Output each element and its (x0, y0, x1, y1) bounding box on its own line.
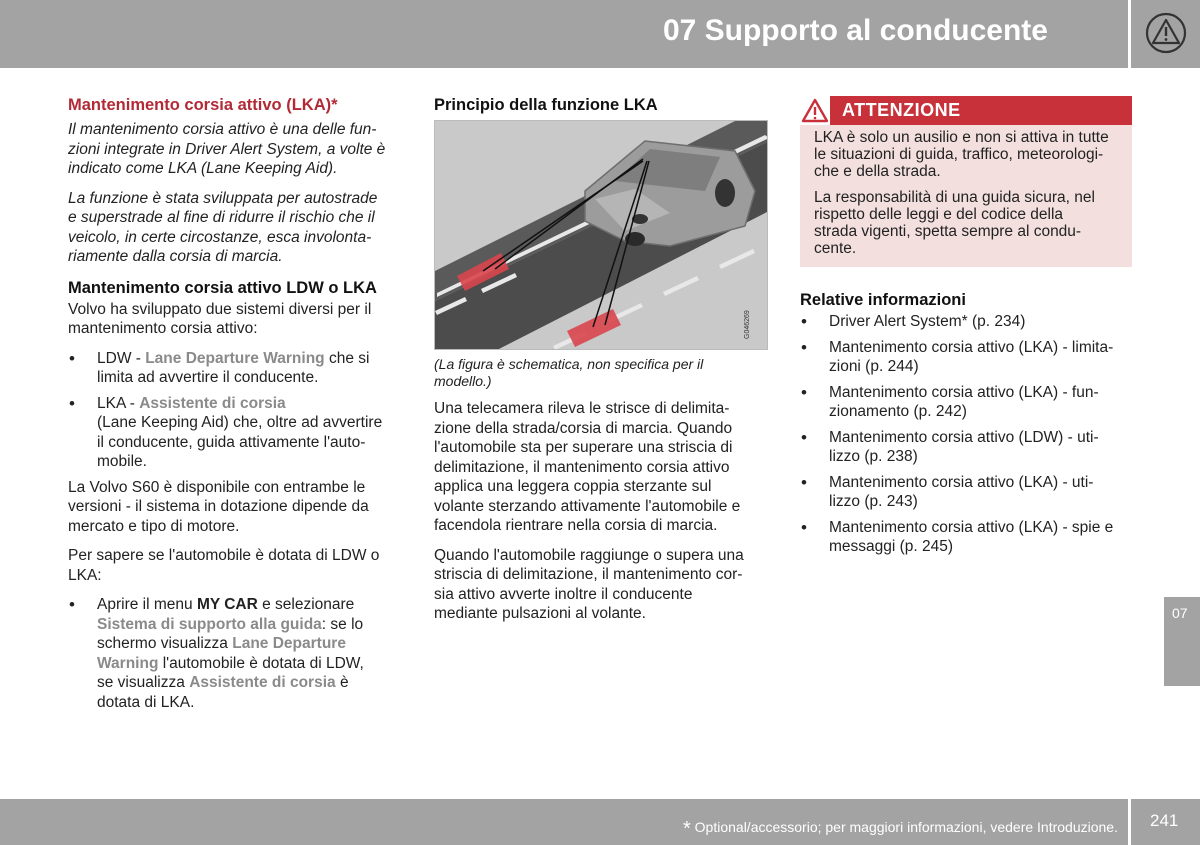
text-line: mantenimento corsia attivo: (68, 320, 258, 337)
footnote-star: * (682, 818, 691, 840)
warning-body (800, 129, 1132, 257)
related-link-ldw-use[interactable] (800, 428, 1132, 467)
text-line: zioni (p. 244) (829, 358, 919, 375)
text-line: Mantenimento corsia attivo (LKA) - fun- (829, 383, 1099, 401)
text-line: cente. (814, 240, 857, 257)
text-line: applica una leggera coppia sterzante sul (434, 478, 712, 495)
paragraph-s60-versions (68, 478, 398, 537)
text-span: l'automobile è dotata di LDW, (158, 654, 364, 672)
paragraph-vibration (434, 546, 768, 624)
chapter-tab (1164, 597, 1200, 686)
warning-box (800, 96, 1132, 267)
page-number: 241 (1150, 811, 1179, 830)
bullet-ldw (68, 349, 398, 388)
related-link-lka-function[interactable] (800, 383, 1132, 422)
warning-header (800, 96, 1132, 125)
warning-triangle-icon (800, 96, 830, 125)
related-link-lka-lights[interactable] (800, 518, 1132, 557)
text-line: La funzione è stata sviluppata per autostrade (68, 189, 378, 207)
text-line: che e della strada. (814, 163, 941, 180)
car-lane-illustration (435, 121, 768, 350)
text-span: e selezionare (257, 596, 355, 613)
text-line: Mantenimento corsia attivo (LKA) - spie e (829, 518, 1114, 536)
text-line: Volvo ha sviluppato due sistemi diversi per il (68, 300, 372, 318)
footnote (683, 815, 1118, 838)
footnote-text: Optional/accessorio; per maggiori informazioni, vedere Introduzione. (694, 819, 1118, 835)
subsection-title-ldw-lka: Mantenimento corsia attivo LDW o LKA (68, 278, 377, 297)
menu-term-assistente-di-corsia: Assistente di corsia (189, 674, 336, 691)
text-line: lizzo (p. 243) (829, 493, 918, 510)
text-line: striscia di delimitazione, il mantenimento cor- (434, 566, 743, 583)
text-line: delimitazione, il mantenimento corsia attivo (434, 458, 730, 476)
text-line: e superstrade al fine di ridurre il rischio che il (68, 209, 375, 226)
intro-paragraph-1 (68, 120, 398, 179)
text-span: Aprire il menu (97, 596, 197, 613)
page-footer (0, 799, 1128, 845)
lka-illustration (434, 120, 768, 350)
figure-caption (434, 356, 768, 390)
text-line: indicato come LKA (Lane Keeping Aid). (68, 160, 338, 177)
warning-paragraph-1 (800, 129, 1132, 180)
related-link-driver-alert[interactable] (800, 312, 1132, 332)
text-line: lizzo (p. 238) (829, 448, 918, 465)
text-span: se visualizza (97, 674, 190, 691)
section-title-lka-principle: Principio della funzione LKA (434, 96, 658, 114)
text-line: messaggi (p. 245) (829, 538, 954, 555)
text-line: LKA: (68, 566, 102, 584)
text-span: che si (324, 349, 370, 367)
text-line: mobile. (97, 453, 147, 470)
text-line: le situazioni di guida, traffico, meteorologi- (814, 146, 1104, 163)
warning-triangle-icon (1145, 12, 1187, 54)
text-line: rispetto delle leggi e del codice della (814, 206, 1064, 223)
text-line: La Volvo S60 è disponibile con entrambe le (68, 478, 366, 496)
text-line: Quando l'automobile raggiunge o supera una (434, 546, 744, 564)
paragraph-two-systems (68, 300, 398, 339)
text-line: mediante pulsazioni al volante. (434, 605, 646, 622)
text-span: : se lo (321, 615, 364, 633)
text-line: Mantenimento corsia attivo (LKA) - uti- (829, 473, 1094, 491)
column-3 (800, 96, 1132, 557)
text-line: Una telecamera rileva le strisce di delimita- (434, 400, 730, 417)
menu-term-lane-departure-warning: Lane Departure Warning (145, 349, 325, 367)
related-link-lka-limitations[interactable] (800, 338, 1132, 377)
text-line: modello.) (434, 373, 492, 389)
text-span: schermo visualizza (97, 635, 233, 652)
text-line: (Lane Keeping Aid) che, oltre ad avvertire (97, 414, 383, 431)
column-2 (434, 96, 768, 624)
text-line: Per sapere se l'automobile è dotata di LDW o (68, 547, 380, 564)
warning-title: ATTENZIONE (842, 100, 961, 120)
text-line: riamente dalla corsia di marcia. (68, 248, 283, 265)
text-line: zione della strada/corsia di marcia. Quando (434, 419, 733, 437)
text-line: limita ad avvertire il conducente. (97, 369, 319, 386)
text-line: volante sterzando attivamente l'automobile e (434, 497, 741, 515)
page-header (0, 0, 1128, 68)
text-span: è (335, 674, 349, 691)
text-line: il conducente, guida attivamente l'auto- (97, 433, 366, 451)
text-line: La responsabilità di una guida sicura, nel (814, 189, 1095, 206)
page-number-box (1131, 799, 1200, 845)
text-line: (La figura è schematica, non specifica per il (434, 356, 704, 372)
menu-term-lane-departure: Lane Departure (232, 635, 346, 652)
text-line: Il mantenimento corsia attivo è una delle fun- (68, 121, 377, 138)
related-info-title: Relative informazioni (800, 291, 966, 309)
column-1 (68, 96, 398, 712)
text-line: mercato e tipo di motore. (68, 517, 240, 535)
text-line: LKA è solo un ausilio e non si attiva in tutte (814, 129, 1109, 146)
text-line: Mantenimento corsia attivo (LDW) - uti- (829, 428, 1099, 446)
paragraph-camera (434, 399, 768, 536)
text-line: dotata di LKA. (97, 693, 195, 711)
text-line: Driver Alert System* (p. 234) (829, 313, 1026, 330)
menu-term-warning: Warning (97, 654, 159, 672)
bullet-lka (68, 394, 398, 472)
text-span: LDW - (97, 349, 146, 367)
text-line: strada vigenti, spetta sempre al condu- (814, 223, 1082, 240)
paragraph-check-equipment (68, 546, 398, 585)
text-line: versioni - il sistema in dotazione dipende da (68, 498, 369, 515)
section-title-lka: Mantenimento corsia attivo (LKA)* (68, 96, 338, 114)
text-line: Mantenimento corsia attivo (LKA) - limita- (829, 338, 1114, 356)
figure-code: G046269 (744, 310, 751, 339)
text-line: zioni integrate in Driver Alert System, a volte è (68, 140, 386, 158)
menu-term-assistente-di-corsia: Assistente di corsia (139, 394, 286, 412)
chapter-title: 07 Supporto al conducente (662, 14, 1048, 47)
intro-paragraph-2 (68, 189, 398, 267)
menu-term-sistema-supporto-guida: Sistema di supporto alla guida (97, 615, 322, 633)
bullet-menu-instructions (68, 595, 398, 712)
text-line: facendola rientrare nella corsia di marcia. (434, 517, 718, 534)
text-line: zionamento (p. 242) (829, 403, 967, 420)
chapter-tab-label: 07 (1172, 605, 1188, 621)
warning-paragraph-2 (800, 189, 1132, 257)
text-span: LKA - (97, 394, 140, 412)
related-link-lka-use[interactable] (800, 473, 1132, 512)
header-icon-box (1131, 0, 1200, 68)
text-line: veicolo, in certe circostanze, esca involonta- (68, 228, 372, 246)
text-line: l'automobile sta per superare una striscia di (434, 439, 733, 456)
menu-term-my-car: MY CAR (196, 596, 258, 613)
text-line: sia attivo avverte inoltre il conducente (434, 585, 693, 603)
